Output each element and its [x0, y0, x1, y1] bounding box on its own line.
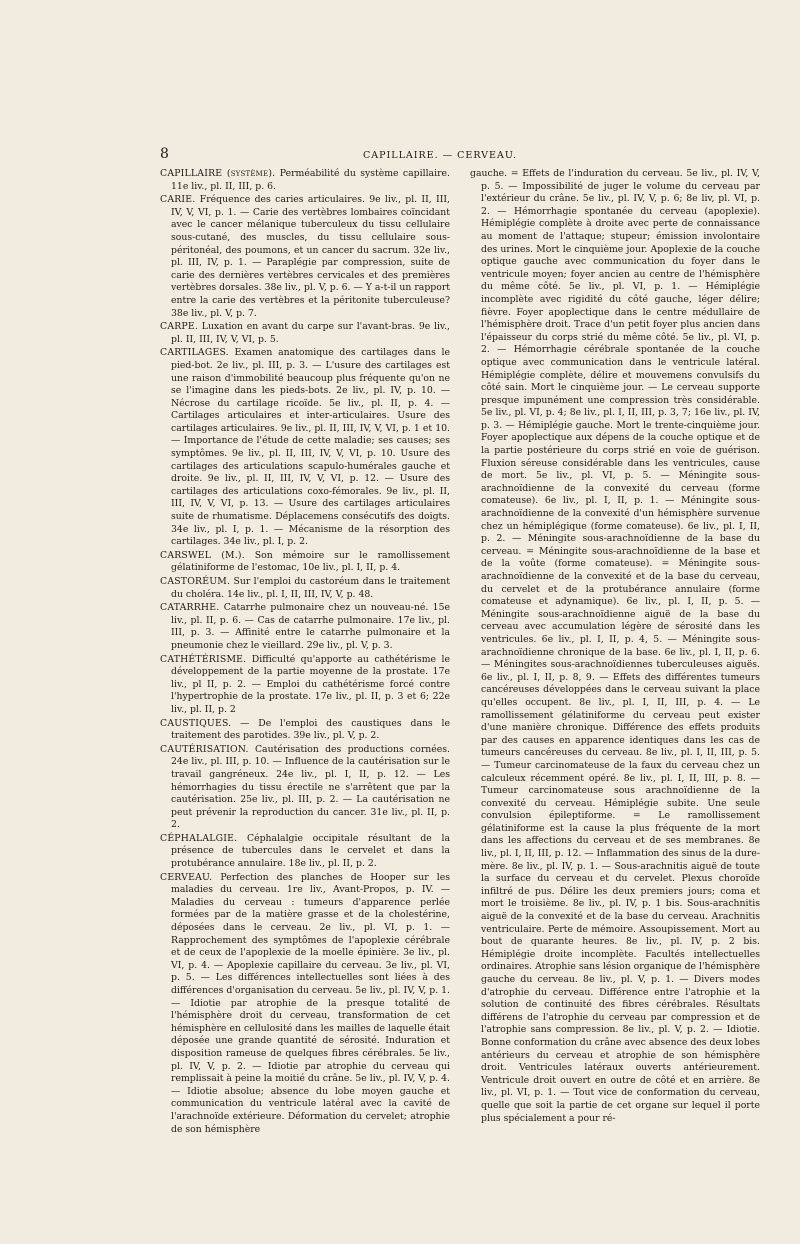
- entry-term: CATARRHE.: [160, 602, 220, 614]
- entry-term: CAPILLAIRE (système).: [160, 168, 276, 179]
- entry-text: Examen anatomique des cartilages dans le pied-bot. 2e liv., pl. III, p. 3. — L'usure des cartilages est une raison d'immobilité beaucoup plus fréquente qu'on ne se l'imagine dans les pieds-bots. 2e liv., pl. IV, p. 10. — Nécrose du cartilage ricoïde. 5e liv., pl. II, p. 4. — Cartilages articulaires et inter-articulaires. Usure des cartilages articulaires. 9e liv., pl. II, III, IV, V, VI, p. 1 et 10. — Importance de l'étude de cette maladie; ses causes; ses symptômes. 9e liv., pl. II, III, IV, V, VI, p. 10. Usure des cartilages des articulations scapulo-humérales gauche et droite. 9e liv., pl. II, III, IV, V, VI, p. 12. — Usure des cartilages des articulations coxo-fémorales. 9e liv., pl. II, III, IV, V, VI, p. 13. — Usure des cartilages articulaires suite de rhumatisme. Déplacemens consécutifs des doigts. 34e liv., pl. I, p. 1. — Mécanisme de la résorption des cartilages. 34e liv., pl. I, p. 2.: [171, 347, 450, 548]
- entry-text: gauche. = Effets de l'induration du cerveau. 5e liv., pl. IV, V, p. 5. — Impossibilité de juger le volume du cerveau par l'extérieur du crâne. 5e liv., pl. IV, V, p. 6; 8e liv, pl. VI, p. 2. — Hémorrhagie spontanée du cerveau (apoplexie). Hémiplégie complète à droite avec perte de connaissance au moment de l'attaque; stupeur; émission involontaire des urines. Mort le cinquième jour. Apoplexie de la couche optique gauche avec communication du foyer dans le ventricule moyen; foyer ancien au centre de l'hémisphère du même côté. 5e liv., pl. VI, p. 1. — Hémiplégie incomplète avec rigidité du côté gauche, léger délire; fièvre. Foyer apoplectique dans le centre médullaire de l'hémisphère droit. Trace d'un petit foyer plus ancien dans l'épaisseur du corps strié du même côté. 5e liv., pl. VI, p. 2. — Hémorrhagie cérébrale spontanée de la couche optique avec communication dans le ventricule latéral. Hémiplégie complète, délire et mouvemens convulsifs du côté sain. Mort le cinquième jour. — Le cerveau supporte presque impunément une compression très considérable. 5e liv., pl. VI, p. 4; 8e liv., pl. I, II, III, p. 3, 7; 16e liv., pl. IV, p. 3. — Hémiplégie gauche. Mort le trente-cinquième jour. Foyer apoplectique aux dépens de la couche optique et de la partie postérieure du corps strié en voie de guérison. Fluxion séreuse considérable dans les ventricules, cause de mort. 5e liv., pl. VI, p. 5. — Méningite sous-arachnoïdienne de la convexité du cerveau (forme comateuse). 6e liv., pl. I, II, p. 1. — Méningite sous-arachnoïdienne de la convexité d'un hémisphère survenue chez un hémiplégique (forme comateuse). 6e liv., pl. I, II, p. 2. — Méningite sous-arachnoïdienne de la base du cerveau. = Méningite sous-arachnoïdienne de la base et de la voûte (forme comateuse). = Méningite sous-arachnoïdienne de la convexité et de la base du cerveau, du cervelet et de la protubérance annulaire (forme comateuse et adynamique). 6e liv., pl. I, II, p. 5. — Méningite sous-arachnoïdienne aiguë de la base du cerveau avec accumulation légère de sérosité dans les ventricules. 6e liv., pl. I, II, p. 4, 5. — Méningite sous-arachnoïdienne chronique de la base. 6e liv., pl. I, II, p. 6. — Méningites sous-arachnoïdiennes tuberculeuses aiguës. 6e liv., pl. I, II, p. 8, 9. — Effets des différentes tumeurs cancéreuses développées dans le cerveau suivant la place qu'elles occupent. 8e liv., pl. I, II, III, p. 4. — Le ramollissement gélatiniforme du cerveau peut exister d'une manière chronique. Différence des effets produits par des causes en apparence identiques dans les cas de tumeurs cancéreuses du cerveau. 8e liv., pl. I, II, III, p. 5. — Tumeur carcinomateuse de la faux du cerveau chez un calculeux récemment opéré. 8e liv., pl. I, II, III, p. 8. — Tumeur carcinomateuse sous arachnoïdienne de la convexité du cerveau. Hémiplégie subite. Une seule convulsion épileptiforme. = Le ramollissement gélatiniforme est la cause la plus fréquente de la mort dans les affections du cerveau et de ses membranes. 8e liv., pl. I, II, III, p. 12. — Inflammation des sinus de la dure-mère. 8e liv., pl. IV, p. 1. — Sous-arachnitis aiguë de toute la surface du cerveau et du cervelet. Plexus choroïde infiltré de pus. Délire les deux premiers jours; coma et mort le troisième. 8e liv., pl. IV, p. 1 bis. Sous-arachnitis aiguë de la convexité et de la base du cerveau. Arachnitis ventriculaire. Perte de mémoire. Assoupissement. Mort au bout de quarante heures. 8e liv., pl. IV, p. 2 bis. Hémiplégie droite incomplète. Facultés intellectuelles ordinaires. Atrophie sans lésion organique de l'hémisphère gauche du cerveau. 8e liv., pl. V, p. 1. — Divers modes d'atrophie du cerveau. Différence entre l'atrophie et la solution de continuité des fibres cérébrales. Résultats différens de l'atrophie du cerveau par compression et de l'atrophie sans compression. 8e liv., pl. V, p. 2. — Idiotie. Bonne conformation du crâne avec absence des deux lobes antérieurs du cerveau et atrophie de son hémisphère droit. Ventricules latéraux ouverts antérieurement. Ventricule droit ouvert en outre de côté et en arrière. 8e liv., pl. VI, p. 1. — Tout vice de conformation du cerveau, quelle que soit la partie de cet organe sur lequel il porte plus spécialement a pour ré-: [470, 168, 760, 1124]
- index-entry: [160, 872, 450, 1136]
- entry-term: CAUSTIQUES.: [160, 717, 232, 729]
- entry-text: Catarrhe pulmonaire chez un nouveau-né. 15e liv., pl. II, p. 6. — Cas de catarrhe pulmonaire. 17e liv., pl. III, p. 3. — Affinité entre le catarrhe pulmonaire et la pneumonie chez le vieillard. 29e liv., pl. V, p. 3.: [171, 602, 450, 651]
- running-head: CAPILLAIRE. — CERVEAU.: [363, 150, 517, 161]
- entry-text: Perméabilité du système capillaire. 11e liv., pl. II, III, p. 6.: [171, 168, 450, 192]
- entry-text: Sur l'emploi du castoréum dans le traitement du choléra. 14e liv., pl. I, II, III, IV, V, p. 48.: [171, 576, 450, 600]
- index-entry: [160, 602, 450, 652]
- index-entry: [160, 347, 450, 549]
- entry-term: CERVEAU.: [160, 871, 213, 883]
- entry-term: CARIE.: [160, 194, 196, 206]
- entry-term: CAUTÉRISATION.: [160, 743, 249, 755]
- entry-text: Cautérisation des productions cornées. 24e liv., pl. III, p. 10. — Influence de la cautérisation sur le travail gangréneux. 24e liv., pl. I, II, p. 12. — Les hémorrhagies du tissu érectile ne s'arrêtent que par la cautérisation. 25e liv., pl. III, p. 2. — La cautérisation ne peut prévenir la reproduction du cancer. 31e liv., pl. II, p. 2.: [171, 743, 450, 831]
- index-entry: [160, 168, 450, 193]
- right-column: [470, 168, 760, 1126]
- entry-text: Fréquence des caries articulaires. 9e liv., pl. II, III, IV, V, VI, p. 1. — Carie des vertèbres lombaires coïncidant avec le cancer mélanique tuberculeux du tissu cellulaire sous-cutané, des muscles, du tissu cellulaire sous-péritonéal, des poumons, et un cancer du sacrum. 32e liv., pl. III, IV, p. 1. — Paraplégie par compression, suite de carie des dernières vertèbres cervicales et des premières vertèbres dorsales. 38e liv., pl. V, p. 6. — Y a-t-il un rapport entre la carie des vertèbres et la péritonite tuberculeuse? 38e liv., pl. V, p. 7.: [171, 194, 450, 319]
- left-column: [160, 168, 450, 1137]
- entry-text: Son mémoire sur le ramollissement gélatiniforme de l'estomac, 10e liv., pl. I, II, p. 4.: [171, 549, 450, 574]
- index-entry: [160, 744, 450, 832]
- index-entry: [160, 321, 450, 346]
- entry-text: Céphalalgie occipitale résultant de la présence de tubercules dans le cervelet et dans la protubérance annulaire. 18e liv., pl. II, p. 2.: [171, 832, 450, 870]
- entry-term: CÉPHALALGIE.: [160, 832, 238, 844]
- entry-text: Luxation en avant du carpe sur l'avant-bras. 9e liv., pl. II, III, IV, V, VI, p. 5.: [171, 321, 450, 345]
- index-entry: [160, 194, 450, 320]
- index-entry: [160, 833, 450, 871]
- entry-term: CATHÉTÉRISME.: [160, 653, 247, 665]
- entry-term: CARTILAGES.: [160, 347, 229, 359]
- index-entry: [160, 654, 450, 717]
- index-entry: [470, 168, 760, 1125]
- entry-text: Perfection des planches de Hooper sur les maladies du cerveau. 1re liv., Avant-Propos, p. IV. — Maladies du cerveau : tumeurs d'apparence perlée formées par de la matière grasse et de la cholestérine, déposées dans le cerveau. 2e liv., pl. VI, p. 1. — Rapprochement des symptômes de l'apoplexie cérébrale et de ceux de l'apoplexie de la moelle épinière. 3e liv., pl. VI, p. 4. — Apoplexie capillaire du cerveau. 3e liv., pl. VI, p. 5. — Les différences intellectuelles sont liées à des différences d'organisation du cerveau. 5e liv., pl. IV, V, p. 1. — Idiotie par atrophie de la presque totalité de l'hémisphère droit du cerveau, transformation de cet hémisphère en cellulosité dans les mailles de laquelle était déposée une grande quantité de sérosité. Induration et disposition rameuse de quelques fibres cérébrales. 5e liv., pl. IV, V, p. 2. — Idiotie par atrophie du cerveau qui remplissait à peine la moitié du crâne. 5e liv., pl. IV, V, p. 4. — Idiotie absolue; absence du lobe moyen gauche et communication du ventricule latéral avec la cavité de l'arachnoïde extérieure. Déformation du cervelet; atrophie de son hémisphère: [171, 871, 450, 1135]
- index-entry: [160, 576, 450, 601]
- index-entry: [160, 718, 450, 743]
- entry-text: Difficulté qu'apporte au cathétérisme le développement de la partie moyenne de la prostate. 17e liv., pl II, p. 2. — Emploi du cathétérisme forcé contre l'hypertrophie de la prostate. 17e liv., pl. II, p. 3 et 6; 22e liv., pl. II, p. 2: [171, 653, 450, 715]
- entry-term: CASTORÉUM.: [160, 576, 231, 587]
- entry-term: CARSWEL (M.).: [160, 549, 245, 561]
- entry-term: CARPE.: [160, 321, 199, 333]
- page-number: 8: [160, 146, 170, 162]
- page-header: [160, 148, 720, 164]
- index-entry: [160, 550, 450, 575]
- entry-text: — De l'emploi des caustiques dans le traitement des parotides. 39e liv., pl. V, p. 2.: [171, 717, 450, 742]
